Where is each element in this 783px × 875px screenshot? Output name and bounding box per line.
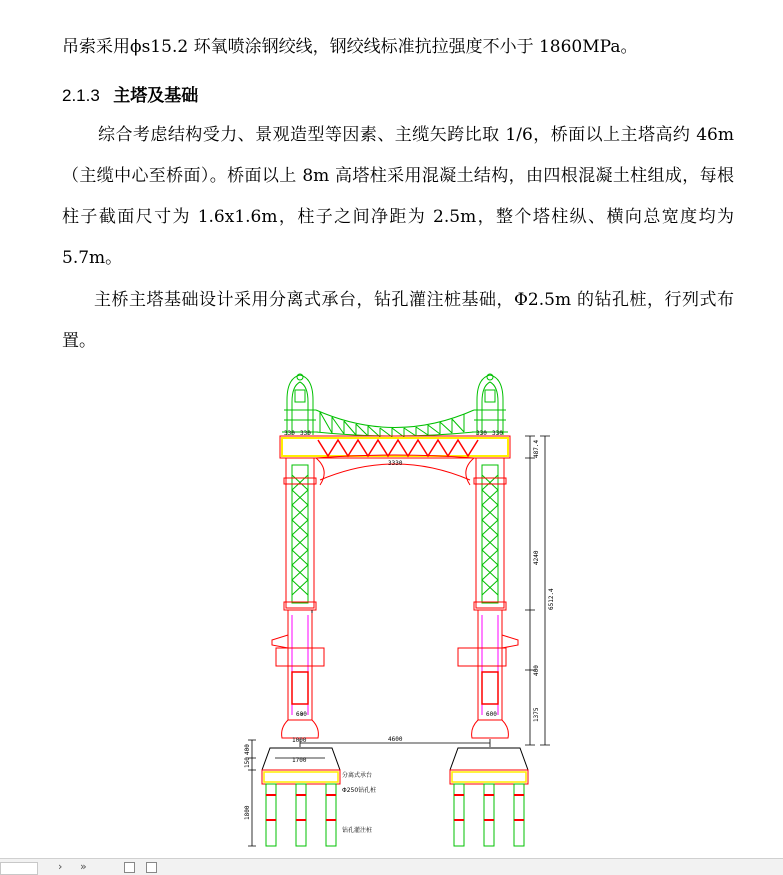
note-cap: 分离式承台	[342, 772, 373, 779]
dim-right-top: 487.4	[533, 439, 540, 458]
paragraph-tower: 综合考虑结构受力、景观造型等因素、主缆矢跨比取 1/6，桥面以上主塔高约 46m（主缆中心至桥面）。桥面以上 8m 高塔柱采用混凝土结构，由四根混凝土柱组成，每根柱子截面尺寸为 1.6x1.6m，柱子之间净距为 2.5m，整个塔柱纵、横向总宽度均为 5.7m。	[62, 125, 734, 268]
last-page-button[interactable]: »	[80, 860, 87, 873]
dim-right-total: 6512.4	[548, 588, 555, 610]
dim-top-right-2: 330	[492, 430, 503, 437]
left-tower-column	[272, 458, 324, 738]
dim-top-left: 330	[284, 430, 295, 437]
dim-cap-width: 1700	[292, 757, 307, 764]
section-title: 主塔及基础	[113, 86, 199, 106]
dim-left-b: 150	[244, 757, 251, 768]
dim-arch: 3330	[388, 460, 403, 467]
next-page-button[interactable]: ›	[58, 860, 63, 873]
top-cable-railing	[316, 410, 474, 437]
dim-col-left: 600	[296, 711, 307, 718]
view-toggle-checkbox-2[interactable]	[146, 862, 157, 873]
section-number: 2.1.3	[62, 86, 100, 105]
view-toggle-checkbox[interactable]	[124, 862, 135, 873]
bottom-toolbar	[0, 858, 783, 875]
dim-col-right: 600	[486, 711, 497, 718]
dim-span: 4600	[388, 736, 403, 743]
dim-left-pile: 1800	[244, 805, 251, 820]
section-heading	[62, 75, 198, 117]
dim-top-left-2: 330	[300, 430, 311, 437]
right-tower-crown	[472, 374, 508, 435]
paragraph-foundation: 主桥主塔基础设计采用分离式承台，钻孔灌注桩基础，Φ2.5m 的钻孔桩，行列式布置。	[62, 290, 734, 351]
dim-top-right: 330	[476, 430, 487, 437]
right-pile-cap	[450, 748, 528, 846]
right-tower-column	[458, 458, 518, 738]
paragraph-cable: 吊索采用ϕs15.2 环氧喷涂钢绞线，钢绞线标准抗拉强度不小于 1860MPa。	[62, 37, 638, 57]
tower-elevation-drawing	[240, 370, 570, 850]
dim-right-4240: 4240	[533, 550, 540, 565]
note-pile: Φ250钻孔桩	[342, 787, 377, 794]
note-bottom: 钻孔灌注桩	[342, 827, 373, 834]
left-tower-crown	[282, 374, 318, 435]
dim-right-1375: 1375	[533, 707, 540, 722]
page-input[interactable]	[0, 862, 38, 875]
dim-cap-top: 1000	[292, 737, 307, 744]
dim-left-a: 400	[244, 744, 251, 755]
dim-right-400: 400	[533, 665, 540, 676]
